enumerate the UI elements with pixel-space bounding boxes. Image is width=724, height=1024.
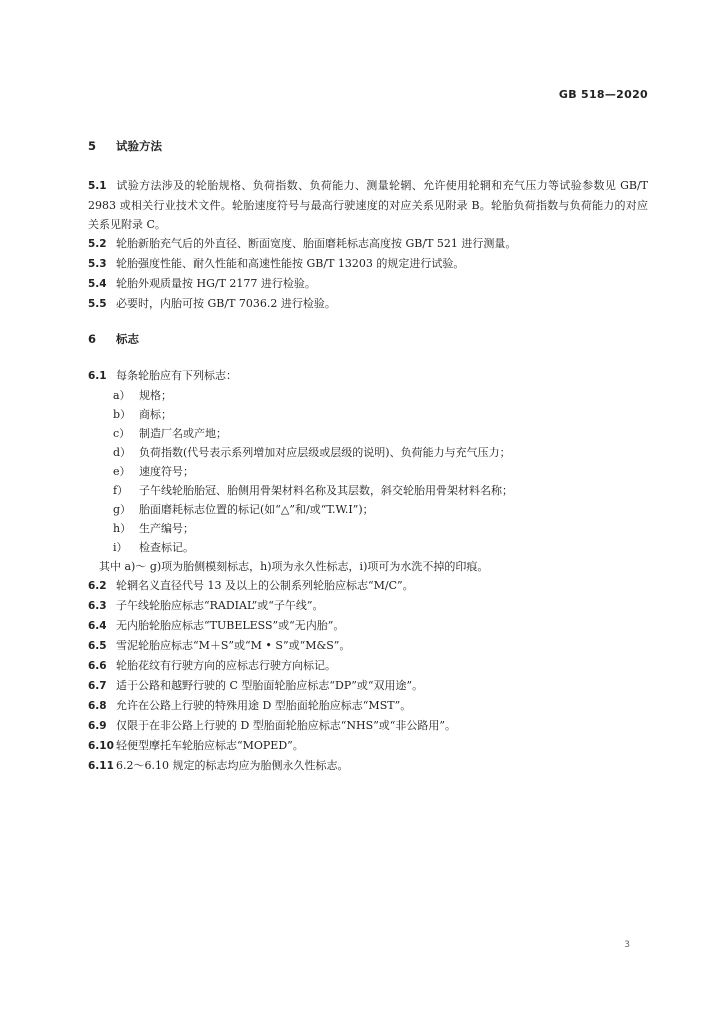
list-text: 胎面磨耗标志位置的标记(如“△”和/或“T.W.I”)； bbox=[139, 503, 374, 516]
list-text: 制造厂名或产地； bbox=[139, 427, 227, 440]
clause-text: 轻便型摩托车轮胎应标志“MOPED”。 bbox=[116, 739, 304, 752]
list-item bbox=[88, 386, 648, 405]
clause-text: 允许在公路上行驶的特殊用途 D 型胎面轮胎应标志“MST”。 bbox=[116, 699, 412, 712]
list-text: 规格； bbox=[139, 389, 172, 402]
clause-6-5 bbox=[88, 636, 648, 656]
clause-text: 雪泥轮胎应标志“M＋S”或“M • S”或“M&S”。 bbox=[116, 639, 351, 652]
marking-list bbox=[88, 386, 648, 557]
clause-number: 6.4 bbox=[88, 620, 107, 632]
list-marker: f） bbox=[113, 484, 129, 497]
standard-code: GB 518—2020 bbox=[558, 88, 648, 101]
list-item bbox=[88, 500, 648, 519]
list-item bbox=[88, 519, 648, 538]
clause-5-4 bbox=[88, 274, 648, 294]
clause-5-2 bbox=[88, 234, 648, 254]
list-item bbox=[88, 405, 648, 424]
list-text: 速度符号； bbox=[139, 465, 194, 478]
clause-text: 轮胎新胎充气后的外直径、断面宽度、胎面磨耗标志高度按 GB/T 521 进行测量。 bbox=[116, 237, 517, 250]
clause-number: 5.1 bbox=[88, 180, 107, 192]
list-text: 商标； bbox=[139, 408, 172, 421]
clause-number: 6.7 bbox=[88, 680, 107, 692]
clause-6-3 bbox=[88, 596, 648, 616]
clause-text: 子午线轮胎应标志“RADIAL”或“子午线”。 bbox=[116, 599, 324, 612]
list-marker: b） bbox=[113, 408, 132, 421]
list-marker: e） bbox=[113, 465, 131, 478]
list-marker: d） bbox=[113, 446, 132, 459]
list-item bbox=[88, 424, 648, 443]
clause-6-4 bbox=[88, 616, 648, 636]
clause-text: 必要时，内胎可按 GB/T 7036.2 进行检验。 bbox=[116, 297, 336, 310]
section-title: 标志 bbox=[116, 332, 139, 346]
section-number: 5 bbox=[88, 139, 97, 153]
list-item bbox=[88, 443, 648, 462]
list-text: 子午线轮胎胎冠、胎侧用骨架材料名称及其层数，斜交轮胎用骨架材料名称； bbox=[139, 484, 513, 497]
section-6-body bbox=[88, 366, 648, 776]
list-item bbox=[88, 538, 648, 557]
clause-6-1 bbox=[88, 366, 648, 386]
clause-number: 6.1 bbox=[88, 370, 107, 382]
list-text: 负荷指数(代号表示系列增加对应层级或层级的说明)、负荷能力与充气压力； bbox=[139, 446, 511, 459]
section-title: 试验方法 bbox=[116, 139, 162, 153]
clause-text: 试验方法涉及的轮胎规格、负荷指数、负荷能力、测量轮辋、允许使用轮辋和充气压力等试验参数见 GB/T 2983 或相关行业技术文件。轮胎速度符号与最高行驶速度的对应关系见附录 B。轮胎负荷指数与负荷能力的对应关系见附录 C。 bbox=[88, 179, 648, 231]
list-text: 检查标记。 bbox=[139, 541, 194, 554]
clause-number: 6.3 bbox=[88, 600, 107, 612]
list-marker: i） bbox=[113, 541, 128, 554]
clause-number: 6.5 bbox=[88, 640, 107, 652]
clause-text: 轮胎外观质量按 HG/T 2177 进行检验。 bbox=[116, 277, 316, 290]
clause-5-3 bbox=[88, 254, 648, 274]
clause-text: 轮辋名义直径代号 13 及以上的公制系列轮胎应标志“M/C”。 bbox=[116, 579, 414, 592]
clause-6-11 bbox=[88, 756, 648, 776]
clause-number: 6.9 bbox=[88, 720, 107, 732]
clause-number: 5.5 bbox=[88, 298, 107, 310]
clause-text: 无内胎轮胎应标志“TUBELESS”或“无内胎”。 bbox=[116, 619, 345, 632]
list-marker: a） bbox=[113, 389, 131, 402]
clause-6-10 bbox=[88, 736, 648, 756]
section-5-body bbox=[88, 176, 648, 314]
clause-6-7 bbox=[88, 676, 648, 696]
section-5-heading bbox=[88, 137, 648, 156]
clause-number: 6.10 bbox=[88, 740, 114, 752]
clause-number: 5.2 bbox=[88, 238, 107, 250]
clause-6-2 bbox=[88, 576, 648, 596]
clause-text: 适于公路和越野行驶的 C 型胎面轮胎应标志“DP”或“双用途”。 bbox=[116, 679, 424, 692]
clause-6-6 bbox=[88, 656, 648, 676]
clause-number: 6.6 bbox=[88, 660, 107, 672]
clause-number: 5.3 bbox=[88, 258, 107, 270]
list-marker: c） bbox=[113, 427, 131, 440]
clause-5-5 bbox=[88, 294, 648, 314]
clause-number: 6.8 bbox=[88, 700, 107, 712]
list-item bbox=[88, 481, 648, 500]
marking-note: 其中 a)～ g)项为胎侧模刻标志，h)项为永久性标志，i)项可为水洗不掉的印痕。 bbox=[99, 560, 489, 573]
clause-6-8 bbox=[88, 696, 648, 716]
clause-text: 每条轮胎应有下列标志： bbox=[116, 369, 237, 382]
section-6-heading bbox=[88, 330, 648, 349]
clause-number: 5.4 bbox=[88, 278, 107, 290]
clause-text: 6.2～6.10 规定的标志均应为胎侧永久性标志。 bbox=[116, 759, 349, 772]
clause-text: 轮胎花纹有行驶方向的应标志行驶方向标记。 bbox=[116, 659, 336, 672]
list-marker: g） bbox=[113, 503, 132, 516]
clause-number: 6.2 bbox=[88, 580, 107, 592]
section-number: 6 bbox=[88, 332, 97, 346]
list-item bbox=[88, 462, 648, 481]
clause-6-9 bbox=[88, 716, 648, 736]
clause-text: 轮胎强度性能、耐久性能和高速性能按 GB/T 13203 的规定进行试验。 bbox=[116, 257, 465, 270]
page-number: 3 bbox=[624, 940, 630, 950]
list-text: 生产编号； bbox=[139, 522, 194, 535]
clause-5-1 bbox=[88, 176, 648, 234]
list-marker: h） bbox=[113, 522, 132, 535]
clause-number: 6.11 bbox=[88, 760, 114, 772]
clause-text: 仅限于在非公路上行驶的 D 型胎面轮胎应标志“NHS”或“非公路用”。 bbox=[116, 719, 457, 732]
